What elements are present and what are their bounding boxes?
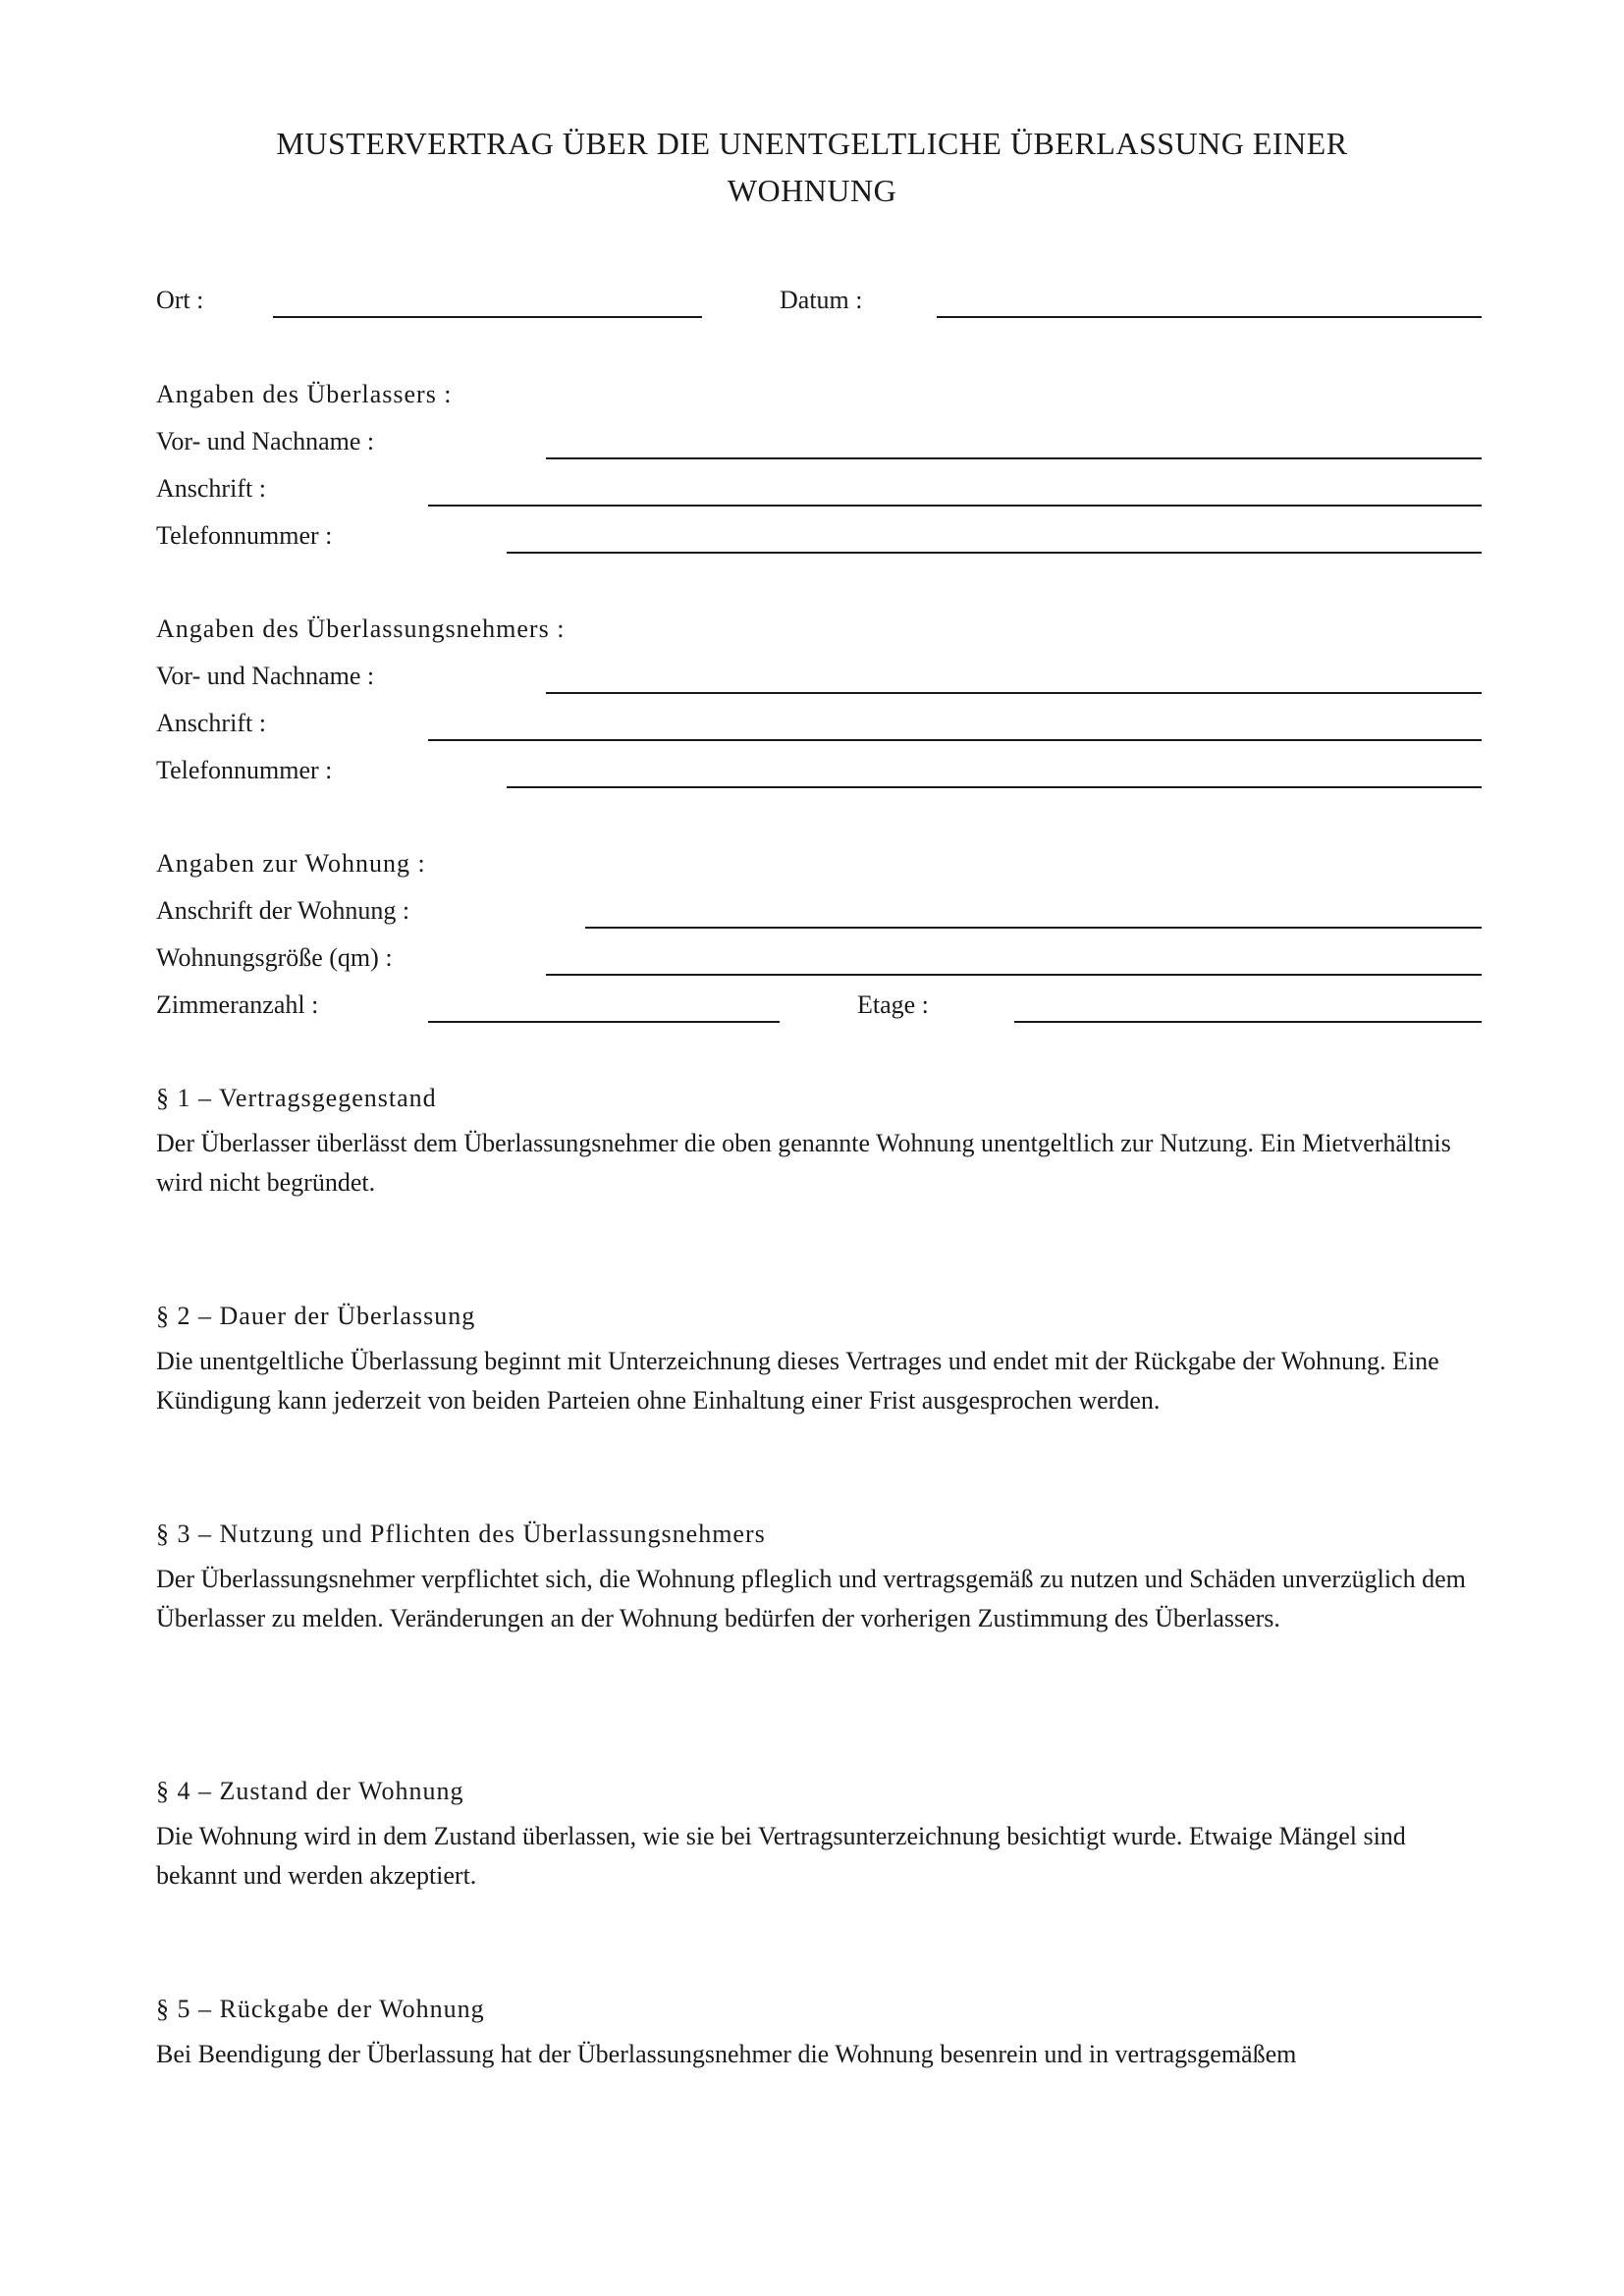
- wohnung-floor-label: Etage :: [857, 990, 929, 1019]
- wohnung-address-label: Anschrift der Wohnung :: [156, 896, 410, 925]
- nehmer-heading: Angaben des Überlassungsnehmers :: [156, 614, 566, 643]
- wohnung-size-label: Wohnungsgröße (qm) :: [156, 943, 393, 972]
- ort-label: Ort :: [156, 286, 204, 314]
- ueberlasser-phone-field-line[interactable]: [507, 552, 1482, 554]
- section-4-text: Die Wohnung wird in dem Zustand überlassen, wie sie bei Vertragsunterzeichnung besichtigt wurde. Etwaige Mängel sind bekannt und werden akzeptiert.: [156, 1822, 1406, 1890]
- section-3-heading: § 3 – Nutzung und Pflichten des Überlassungsnehmers: [156, 1520, 766, 1548]
- section-5-text: Bei Beendigung der Überlassung hat der Überlassungsnehmer die Wohnung besenrein und in vertragsgemäßem: [156, 2040, 1297, 2068]
- ueberlasser-name-field-line[interactable]: [546, 457, 1482, 459]
- datum-field-line[interactable]: [937, 316, 1482, 318]
- ueberlasser-address-field-line[interactable]: [428, 505, 1482, 507]
- section-2-heading: § 2 – Dauer der Überlassung: [156, 1302, 476, 1330]
- section-3-text: Der Überlassungsnehmer verpflichtet sich, die Wohnung pfleglich und vertragsgemäß zu nutzen und Schäden unverzüglich dem Überlasser zu melden. Veränderungen an der Wohnung bedürfen der vorherigen Zustimmung des Überlassers.: [156, 1565, 1466, 1632]
- wohnung-heading: Angaben zur Wohnung :: [156, 849, 426, 878]
- ueberlasser-address-label: Anschrift :: [156, 474, 266, 503]
- document-title: [157, 120, 1467, 214]
- title-line-2: WOHNUNG: [727, 173, 897, 208]
- datum-label: Datum :: [780, 286, 863, 314]
- wohnung-address-field-line[interactable]: [585, 927, 1482, 929]
- nehmer-name-label: Vor- und Nachname :: [156, 662, 375, 690]
- wohnung-size-field-line[interactable]: [546, 974, 1482, 976]
- nehmer-phone-label: Telefonnummer :: [156, 756, 333, 784]
- ort-field-line[interactable]: [273, 316, 702, 318]
- nehmer-address-field-line[interactable]: [428, 739, 1482, 741]
- wohnung-floor-field-line[interactable]: [1014, 1021, 1482, 1023]
- section-4-heading: § 4 – Zustand der Wohnung: [156, 1777, 464, 1805]
- ueberlasser-heading: Angaben des Überlassers :: [156, 380, 453, 408]
- wohnung-rooms-field-line[interactable]: [428, 1021, 780, 1023]
- section-1-heading: § 1 – Vertragsgegenstand: [156, 1084, 437, 1112]
- section-1-text: Der Überlasser überlässt dem Überlassungsnehmer die oben genannte Wohnung unentgeltlich zur Nutzung. Ein Mietverhältnis wird nicht begründet.: [156, 1129, 1451, 1197]
- section-5-heading: § 5 – Rückgabe der Wohnung: [156, 1995, 485, 2023]
- ueberlasser-phone-label: Telefonnummer :: [156, 521, 333, 550]
- nehmer-address-label: Anschrift :: [156, 709, 266, 737]
- nehmer-name-field-line[interactable]: [546, 692, 1482, 694]
- section-2-text: Die unentgeltliche Überlassung beginnt mit Unterzeichnung dieses Vertrages und endet mit der Rückgabe der Wohnung. Eine Kündigung kann jederzeit von beiden Parteien ohne Einhaltung einer Frist ausgesprochen werden.: [156, 1347, 1439, 1415]
- wohnung-rooms-label: Zimmeranzahl :: [156, 990, 319, 1019]
- nehmer-phone-field-line[interactable]: [507, 786, 1482, 788]
- title-line-1: MUSTERVERTRAG ÜBER DIE UNENTGELTLICHE ÜBERLASSUNG EINER: [276, 126, 1348, 161]
- ueberlasser-name-label: Vor- und Nachname :: [156, 427, 375, 455]
